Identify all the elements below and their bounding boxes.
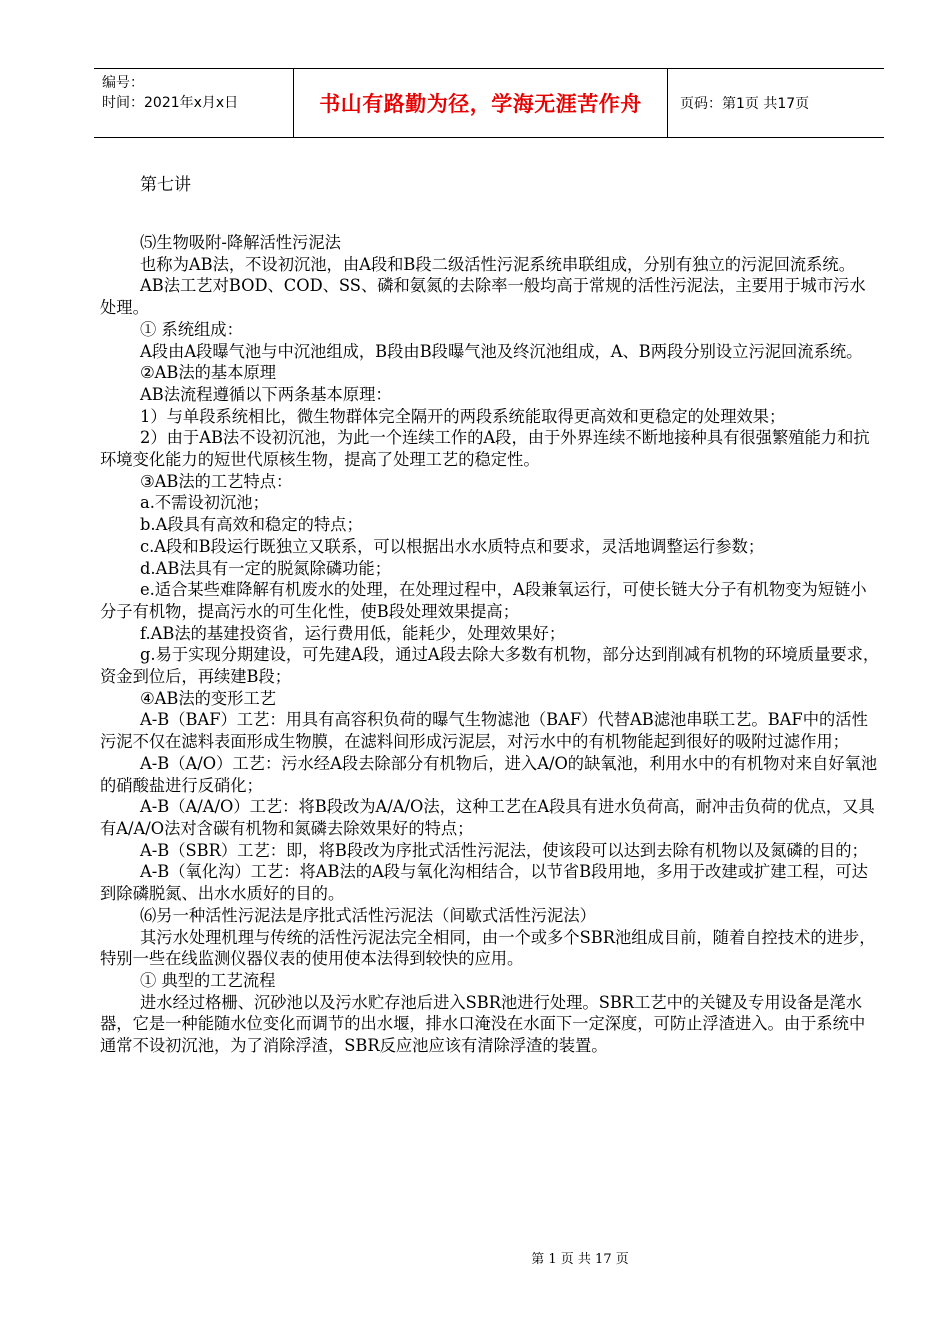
paragraph: 其污水处理机理与传统的活性污泥法完全相同，由一个或多个SBR池组成目前，随着自控技术的进步，特别一些在线监测仪器仪表的使用使本法得到较快的应用。 — [100, 927, 876, 969]
header-page-label: 页码：第1页 共17页 — [680, 96, 810, 112]
header-motto: 书山有路勤为径，学海无涯苦作舟 — [294, 69, 668, 137]
paragraph: 2）由于AB法不设初沉池，为此一个连续工作的A段，由于外界连续不断地接种具有很强繁殖能力和抗环境变化能力的短世代原核生物，提高了处理工艺的稳定性。 — [100, 428, 870, 470]
paragraph: A-B（BAF）工艺：用具有高容积负荷的曝气生物滤池（BAF）代替AB滤池串联工艺。BAF中的活性污泥不仅在滤料表面形成生物膜，在滤料间形成污泥层，对污水中的有机物能起到很好的吸附过滤作用； — [100, 710, 868, 752]
paragraph: 进水经过格栅、沉砂池以及污水贮存池后进入SBR池进行处理。SBR工艺中的关键及专用设备是滗水器，它是一种能随水位变化而调节的出水堰，排水口淹没在水面下一定深度，可防止浮渣进入。由于系统中通常不设初沉池，为了消除浮渣，SBR反应池应该有清除浮渣的装置。 — [100, 992, 866, 1056]
time-label: 时间：2021年x月x日 — [102, 95, 239, 111]
header-meta — [94, 69, 294, 137]
paragraph: ③AB法的工艺特点： — [140, 471, 293, 491]
paragraph: a.不需设初沉池； — [140, 493, 269, 513]
paragraph: A-B（A/O）工艺：污水经A段去除部分有机物后，进入A/O的缺氧池，利用水中的有机物对来自好氧池的硝酸盐进行反硝化； — [100, 753, 878, 795]
paragraph: ④AB法的变形工艺 — [140, 688, 277, 708]
paragraph: ① 系统组成： — [140, 319, 243, 339]
paragraph: 也称为AB法，不设初沉池，由A段和B段二级活性污泥系统串联组成，分别有独立的污泥回流系统。 — [140, 254, 855, 274]
paragraph: A-B（SBR）工艺：即，将B段改为序批式活性污泥法，使该段可以达到去除有机物以及氮磷的目的； — [140, 840, 868, 860]
paragraph: ① 典型的工艺流程 — [140, 970, 276, 990]
paragraph: A-B（A/A/O）工艺：将B段改为A/A/O法，这种工艺在A段具有进水负荷高，耐冲击负荷的优点，又具有A/A/O法对含碳有机物和氮磷去除效果好的特点； — [100, 797, 875, 838]
paragraph: ⑹另一种活性污泥法是序批式活性污泥法（间歇式活性污泥法） — [140, 905, 596, 925]
paragraph: ②AB法的基本原理 — [140, 363, 277, 383]
page-header — [94, 68, 884, 138]
paragraph: A段由A段曝气池与中沉池组成，B段由B段曝气池及终沉池组成，A、B两段分别设立污泥回流系统。 — [140, 341, 863, 361]
paragraph: c.A段和B段运行既独立又联系，可以根据出水水质特点和要求，灵活地调整运行参数； — [140, 536, 765, 556]
paragraph: d.AB法具有一定的脱氮除磷功能； — [140, 558, 391, 578]
lecture-title: 第七讲 — [140, 175, 191, 195]
paragraph: f.AB法的基建投资省，运行费用低，能耗少，处理效果好； — [140, 623, 566, 643]
paragraph: e.适合某些难降解有机废水的处理，在处理过程中，A段兼氧运行，可使长链大分子有机物变为短链小分子有机物，提高污水的可生化性，使B段处理效果提高； — [100, 580, 867, 621]
paragraph: ⑸生物吸附-降解活性污泥法 — [140, 233, 341, 252]
code-label: 编号： — [102, 75, 144, 91]
page-footer: 第 1 页 共 17 页 — [531, 1252, 629, 1267]
paragraph: AB法工艺对BOD、COD、SS、磷和氨氮的去除率一般均高于常规的活性污泥法，主要用于城市污水处理。 — [100, 276, 866, 318]
paragraph: g.易于实现分期建设，可先建A段，通过A段去除大多数有机物，部分达到削减有机物的环境质量要求，资金到位后，再续建B段； — [100, 645, 880, 687]
paragraph: 1）与单段系统相比，微生物群体完全隔开的两段系统能取得更高效和更稳定的处理效果； — [140, 406, 786, 426]
document-body — [100, 232, 880, 1057]
paragraph: AB法流程遵循以下两条基本原理： — [140, 384, 392, 404]
paragraph: A-B（氧化沟）工艺：将AB法的A段与氧化沟相结合，以节省B段用地，多用于改建或扩建工程，可达到除磷脱氮、出水水质好的目的。 — [100, 862, 868, 904]
paragraph: b.A段具有高效和稳定的特点； — [140, 515, 363, 535]
